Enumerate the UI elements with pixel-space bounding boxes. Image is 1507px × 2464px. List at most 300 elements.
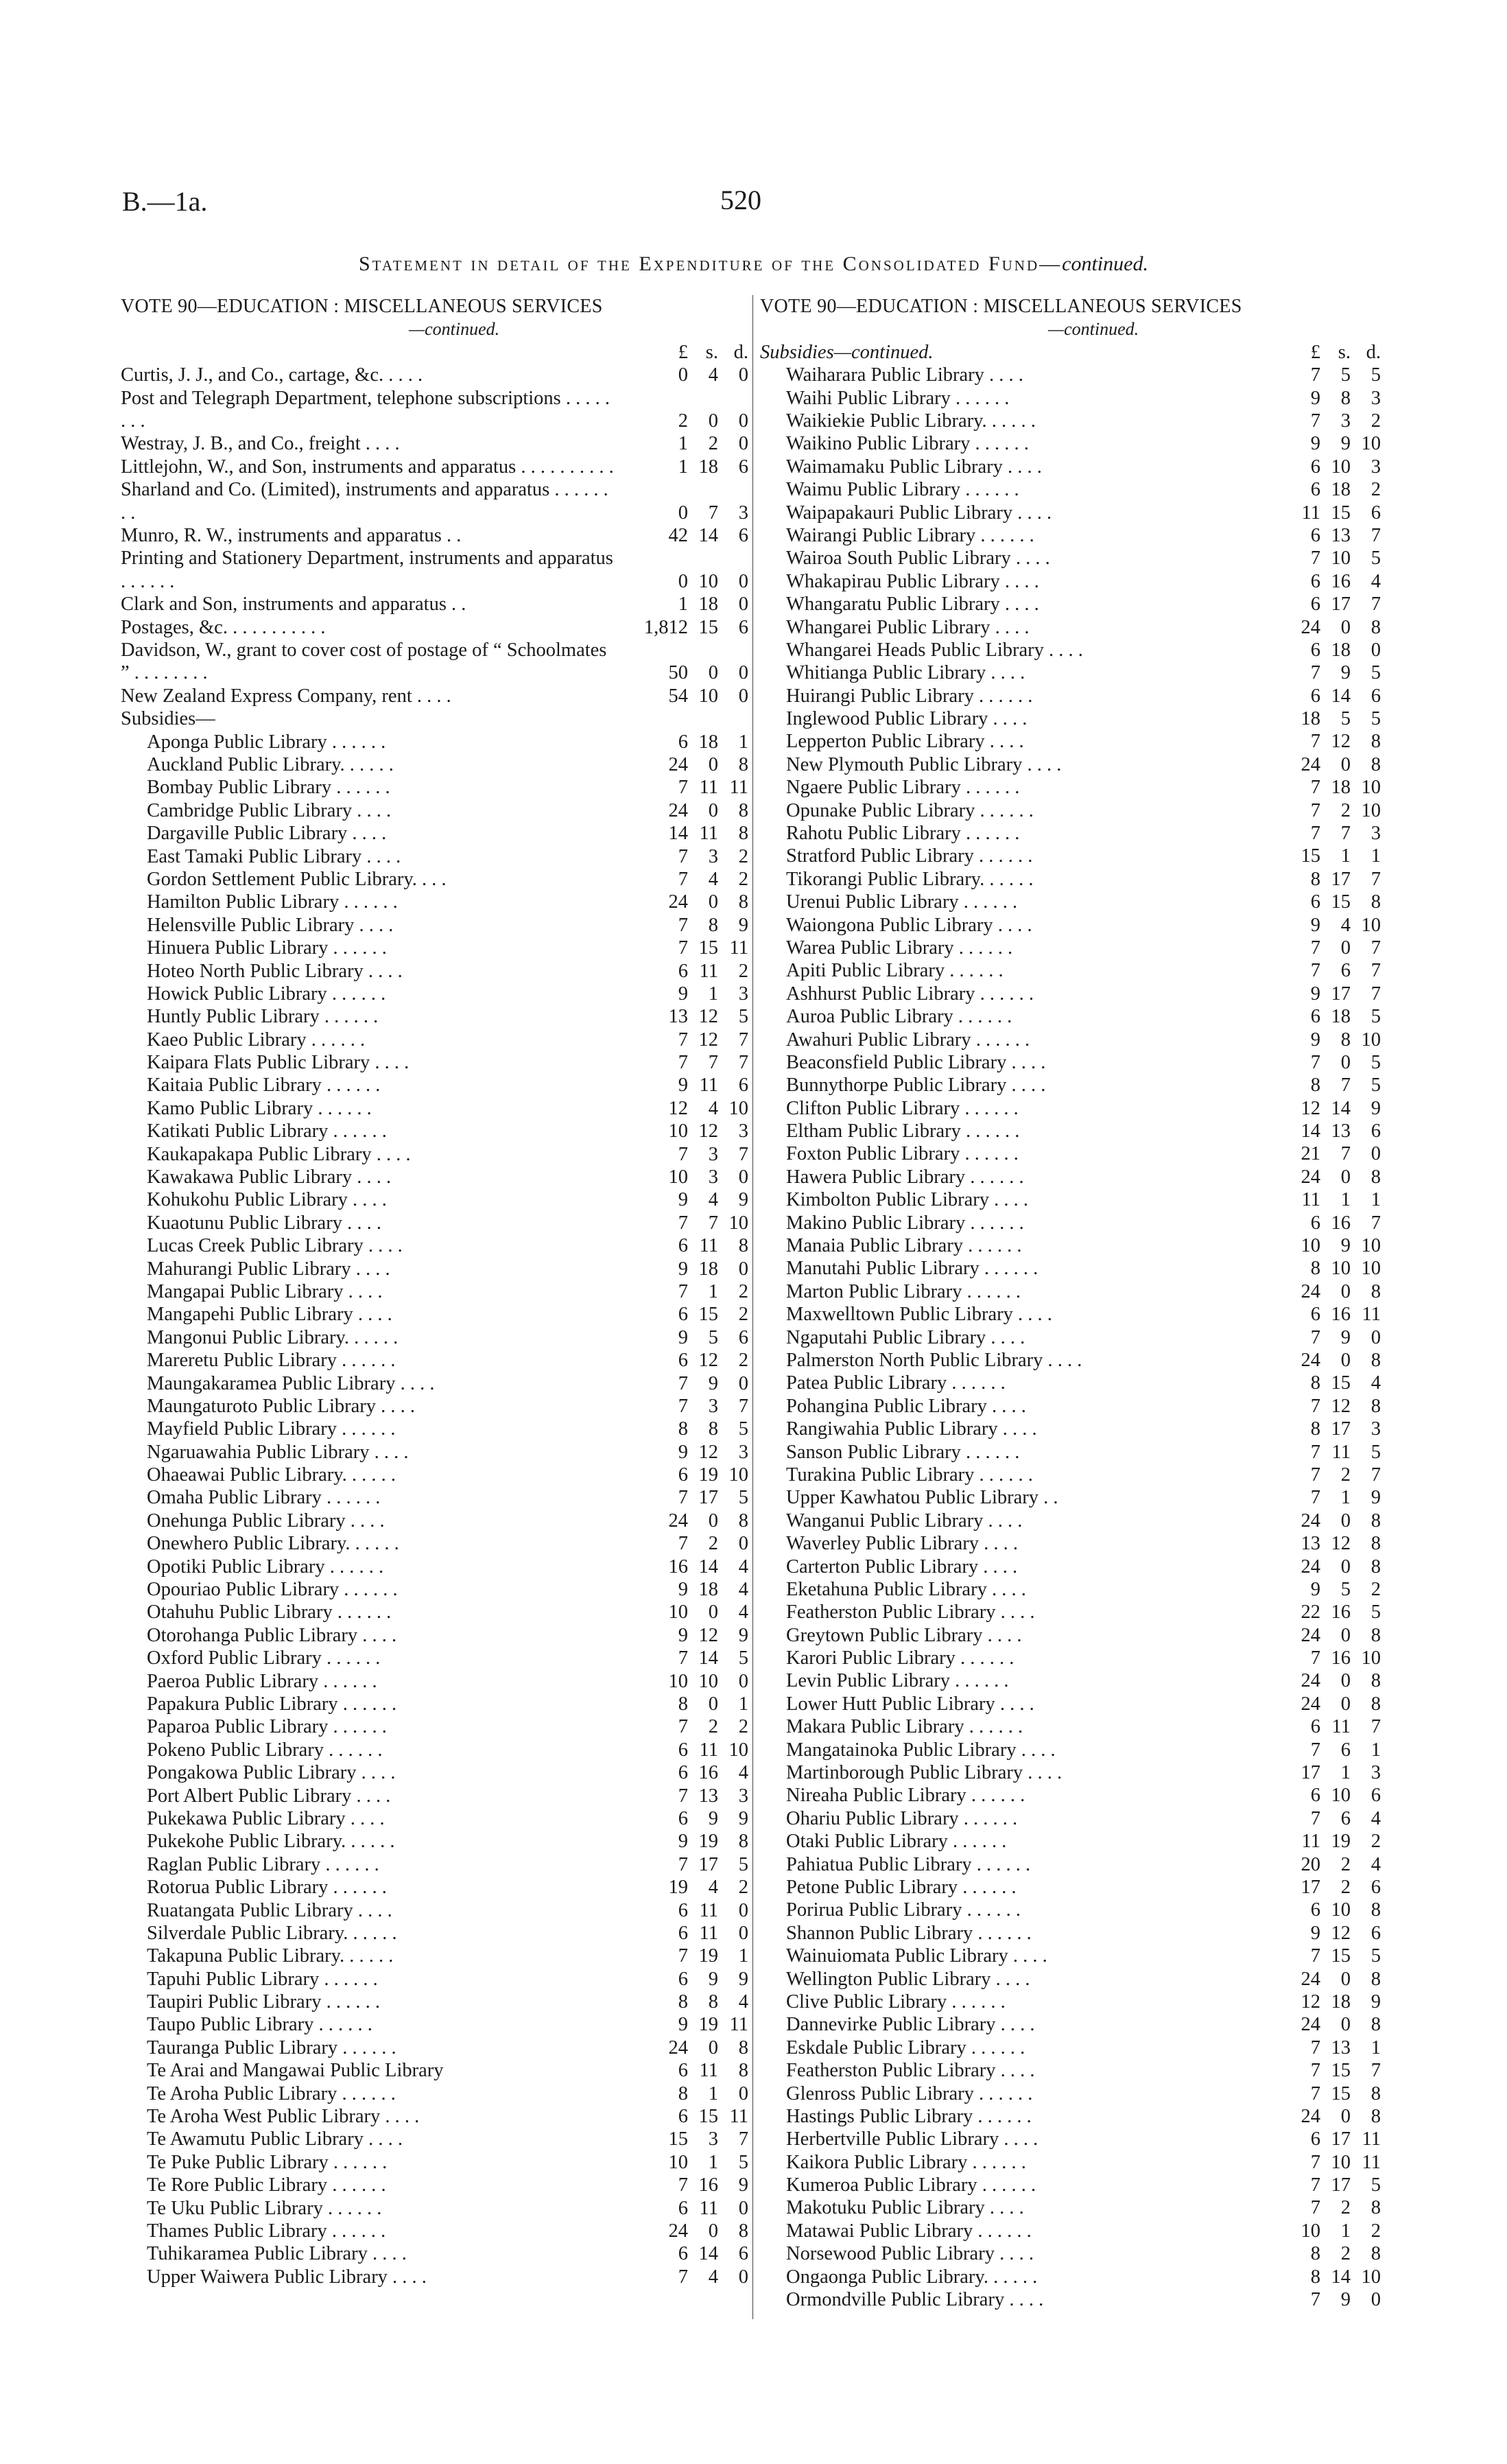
entry-description: Clark and Son, instruments and apparatus . . [121,594,466,615]
entry-description: Kimbolton Public Library . . . . [786,1189,1029,1211]
table-row [121,983,748,1005]
pounds-value: 6 [1310,1304,1320,1326]
table-row [760,2105,1383,2128]
table-row [121,1578,748,1601]
table-row [760,1784,1383,1807]
shillings-value: 0 [1340,1556,1351,1577]
entry-description: Te Aroha Public Library . . . . . . [147,2082,396,2104]
entry-description: Te Arai and Mangawai Public Library [147,2060,444,2082]
pounds-value: 19 [668,1877,688,1899]
pence-value: 5 [738,1418,748,1440]
entry-amount [628,1899,748,1922]
entry-description: Dannevirke Public Library . . . . [786,2014,1035,2036]
pounds-value: 6 [678,1762,688,1784]
shillings-value: 15 [698,1304,718,1326]
pounds-value: 7 [1310,2197,1320,2219]
entry-description: Kamo Public Library . . . . . . [147,1097,372,1119]
table-row [121,2242,748,2265]
pounds-value: 17 [1301,1876,1320,1898]
shillings-value: 2 [1340,2243,1351,2265]
entry-amount [628,960,748,983]
entry-amount [628,1166,748,1188]
pence-value: 8 [1370,1280,1381,1302]
entry-description: Patea Public Library . . . . . . [786,1372,1006,1394]
table-row [760,1945,1383,1967]
entry-description: Otorohanga Public Library . . . . [147,1624,397,1646]
shillings-value: 1 [708,983,718,1005]
pounds-value: 24 [668,2220,688,2242]
entry-description: Ormondville Public Library . . . . [786,2289,1044,2311]
table-row [121,1326,748,1349]
shillings-value: 7 [708,1052,718,1074]
entry-amount [1261,1029,1381,1051]
pence-value: 8 [1370,1899,1381,1921]
shillings-value: 11 [699,1075,718,1096]
entry-description: Mangapehi Public Library . . . . [147,1304,392,1326]
pence-value: 0 [1370,2289,1381,2311]
entry-description: Glenross Public Library . . . . . . [786,2082,1033,2104]
entry-amount [628,1624,748,1647]
pounds-value: 9 [678,1258,688,1280]
pence-value: 8 [738,753,748,775]
shillings-value: 0 [708,410,718,432]
pence-value: 9 [738,1968,748,1990]
entry-amount [1261,1532,1381,1555]
table-row [121,456,748,478]
entry-description: Takapuna Public Library. . . . . . [147,1945,394,1967]
table-row [760,1464,1383,1486]
table-row [121,1853,748,1876]
pence-value: 8 [1370,1510,1381,1532]
entry-description: Munro, R. W., instruments and apparatus . . [121,525,462,547]
entry-amount [1261,1945,1381,1967]
pounds-value: 6 [1310,1716,1320,1738]
pounds-value: 10 [668,1120,688,1142]
pence-value: 8 [738,891,748,913]
shillings-value: 3 [708,2128,718,2150]
entry-description: Hamilton Public Library . . . . . . [147,891,398,913]
pence-value: 8 [1370,1395,1381,1417]
table-row [121,1143,748,1166]
table-row [121,776,748,799]
shillings-value: 0 [1340,1051,1351,1073]
pence-value: 6 [1370,1922,1381,1944]
table-row [760,937,1383,959]
entry-description: Subsidies— [121,708,215,730]
pounds-value: 11 [1301,1189,1320,1211]
table-row [760,478,1383,501]
shillings-value: 11 [699,1235,718,1257]
pence-value: 2 [1370,2220,1381,2242]
pounds-value: 7 [678,914,688,936]
pence-value: 4 [1370,1853,1381,1875]
shillings-value: 15 [698,616,718,638]
entry-description: Foxton Public Library . . . . . . [786,1143,1019,1165]
pounds-value: 6 [678,731,688,753]
pounds-value: 6 [1310,1785,1320,1807]
shillings-value: 8 [1340,1029,1351,1051]
entry-amount [628,891,748,913]
pounds-value: 1 [678,594,688,615]
pence-value: 7 [738,1395,748,1417]
entry-description: Sanson Public Library . . . . . . [786,1441,1020,1463]
entry-description: Clive Public Library . . . . . . [786,1991,1006,2013]
table-row [121,1922,748,1945]
table-row [121,891,748,913]
shillings-value: 10 [1331,1258,1351,1280]
table-row [760,2288,1383,2311]
pence-value: 8 [738,1831,748,1853]
entry-amount [628,1372,748,1395]
pounds-value: 7 [1310,2037,1320,2058]
shillings-value: 13 [1331,1120,1351,1142]
table-row [760,1807,1383,1830]
shillings-value: 0 [1340,1166,1351,1188]
pence-value: 3 [1370,1762,1381,1784]
pounds-header: £ [1310,341,1320,363]
pounds-value: 6 [1310,479,1320,501]
shillings-value: 5 [708,1326,718,1348]
table-row [760,1234,1383,1257]
entry-description: Pukekawa Public Library . . . . [147,1807,385,1829]
entry-amount [1261,822,1381,845]
entry-description: Turakina Public Library . . . . . . [786,1464,1033,1486]
entry-description: Kaitaia Public Library . . . . . . [147,1075,381,1096]
entry-amount [628,1578,748,1601]
entry-amount [1261,983,1381,1005]
shillings-value: 7 [708,1212,718,1234]
pence-value: 5 [1370,364,1381,386]
entry-description: Waihi Public Library . . . . . . [786,387,1010,409]
entry-amount [1261,730,1381,753]
left-amount-headers [121,341,748,364]
shillings-value: 3 [708,1395,718,1417]
entry-amount [628,1510,748,1532]
entry-description: Te Puke Public Library . . . . . . [147,2151,388,2173]
entry-description: Bunnythorpe Public Library . . . . [786,1075,1046,1096]
entry-amount [628,1991,748,2013]
table-row [121,1807,748,1830]
entry-amount [628,2013,748,2036]
entry-description: Herbertville Public Library . . . . [786,2128,1039,2150]
entry-amount [1261,1899,1381,1921]
table-row [760,891,1383,913]
table-row [121,1785,748,1807]
pounds-value: 24 [1301,2014,1320,2036]
entry-description: Upper Waiwera Public Library . . . . [147,2266,427,2288]
entry-amount [628,2174,748,2196]
shillings-value: 5 [1340,364,1351,386]
pence-value: 8 [1370,731,1381,753]
entry-amount [1261,1510,1381,1532]
pence-value: 10 [1361,2266,1381,2288]
pounds-value: 7 [1310,1441,1320,1463]
pence-value: 5 [1370,1051,1381,1073]
pounds-header: £ [678,341,688,363]
entry-description: Omaha Public Library . . . . . . [147,1487,381,1509]
shillings-value: 12 [698,1624,718,1646]
entry-amount [628,822,748,845]
table-row [121,1166,748,1188]
shillings-value: 16 [1331,1212,1351,1234]
pounds-value: 12 [1301,1991,1320,2013]
entry-description: Pokeno Public Library . . . . . . [147,1739,383,1761]
entry-description: Rotorua Public Library . . . . . . [147,1877,387,1899]
shillings-value: 15 [1331,502,1351,524]
entry-amount [628,731,748,753]
entry-description: Gordon Settlement Public Library. . . . [147,868,447,890]
pounds-value: 6 [1310,524,1320,546]
table-row [760,616,1383,639]
pence-value: 9 [738,1807,748,1829]
entry-description: Norsewood Public Library . . . . [786,2243,1034,2265]
table-row [760,753,1383,776]
entry-amount [628,983,748,1005]
pence-value: 1 [1370,1189,1381,1211]
pence-value: 11 [1362,2128,1381,2150]
table-row [121,1532,748,1555]
shillings-value: 0 [1340,1280,1351,1302]
shillings-value: 3 [708,845,718,867]
entry-amount [1261,845,1381,867]
entry-description: Otaki Public Library . . . . . . [786,1831,1007,1853]
pence-value: 4 [1370,1807,1381,1829]
entry-description: Mahurangi Public Library . . . . [147,1258,390,1280]
pounds-value: 7 [1310,1464,1320,1486]
table-row [121,639,748,685]
entry-amount [628,1074,748,1096]
pounds-value: 9 [678,2014,688,2036]
shillings-value: 18 [1331,1006,1351,1028]
pounds-value: 9 [678,1326,688,1348]
table-row [760,707,1383,730]
entry-description: Whakapirau Public Library . . . . [786,570,1039,592]
pounds-value: 9 [1310,914,1320,936]
entry-amount [628,1349,748,1372]
table-row [121,1303,748,1326]
table-row [760,387,1383,410]
table-row [121,937,748,959]
table-row [121,2266,748,2288]
pence-value: 2 [738,845,748,867]
entry-amount [1261,1693,1381,1715]
entry-amount [1261,707,1381,730]
entry-description: Mayfield Public Library . . . . . . [147,1418,396,1440]
shillings-value: 15 [1331,2082,1351,2104]
table-row [760,1556,1383,1578]
shillings-value: 7 [708,502,718,524]
table-row [760,1326,1383,1349]
pounds-value: 7 [1310,2151,1320,2173]
table-row [121,1441,748,1464]
entry-description: Opunake Public Library . . . . . . [786,799,1034,821]
pounds-value: 7 [1310,1739,1320,1761]
entry-description: Rangiwahia Public Library . . . . [786,1418,1037,1440]
pence-value: 2 [738,1350,748,1372]
entry-amount [1261,1212,1381,1234]
entry-description: Postages, &c. . . . . . . . . . . [121,616,326,638]
shillings-value: 2 [1340,1464,1351,1486]
pounds-value: 24 [668,2037,688,2058]
pence-value: 5 [738,1006,748,1028]
pence-value: 0 [738,662,748,684]
table-row [121,2128,748,2150]
entry-description: Tikorangi Public Library. . . . . . [786,868,1034,890]
shillings-value: 0 [708,662,718,684]
table-row [121,960,748,983]
pounds-value: 6 [1310,594,1320,615]
shillings-value: 18 [1331,777,1351,799]
shillings-value: 4 [708,1877,718,1899]
left-vote-continued: —continued. [409,319,500,340]
pence-value: 2 [1370,479,1381,501]
shillings-value: 18 [698,731,718,753]
shillings-value: 0 [708,891,718,913]
pounds-value: 10 [1301,1235,1320,1257]
pence-value: 4 [738,1556,748,1577]
entry-description: Post and Telegraph Department, telephone subscriptions . . . . . . . . [121,387,610,432]
entry-amount [628,1005,748,1028]
shillings-value: 2 [708,433,718,455]
entry-amount [1261,914,1381,937]
table-row [121,1074,748,1096]
entry-amount [628,2082,748,2105]
entry-amount [1261,1761,1381,1784]
entry-amount [628,1761,748,1784]
pounds-value: 9 [678,1441,688,1463]
table-row [121,1945,748,1967]
pounds-value: 7 [678,1280,688,1302]
pounds-value: 8 [678,1991,688,2013]
entry-amount [628,1739,748,1761]
pence-value: 7 [1370,1464,1381,1486]
table-row [121,1051,748,1074]
pounds-value: 10 [668,2151,688,2173]
table-row [760,1120,1383,1142]
shillings-value: 4 [708,364,718,386]
shillings-value: 16 [1331,1647,1351,1669]
entry-amount [628,1303,748,1326]
entry-description: Opotiki Public Library . . . . . . [147,1556,384,1577]
pence-value: 10 [1361,799,1381,821]
pence-value: 9 [738,914,748,936]
table-row [760,1029,1383,1051]
shillings-value: 12 [698,1441,718,1463]
entry-amount [628,1670,748,1693]
shillings-value: 11 [699,1922,718,1944]
pence-value: 0 [738,2266,748,2288]
pounds-value: 9 [678,1189,688,1211]
entry-amount [1261,1142,1381,1165]
table-row [121,524,748,547]
table-row [760,570,1383,593]
entry-amount [628,1647,748,1669]
pounds-value: 8 [1310,2243,1320,2265]
entry-description: Westray, J. B., and Co., freight . . . . [121,433,400,455]
pounds-value: 7 [1310,662,1320,684]
entry-description: Waimu Public Library . . . . . . [786,479,1019,501]
table-row [760,1280,1383,1303]
pence-value: 4 [738,1579,748,1601]
pounds-value: 7 [678,1052,688,1074]
entry-description: Pohangina Public Library . . . . [786,1395,1026,1417]
entry-amount [1261,524,1381,547]
table-row [760,1876,1383,1899]
pence-value: 0 [738,1533,748,1555]
shillings-value: 11 [699,1739,718,1761]
shillings-value: 8 [1340,387,1351,409]
shillings-value: 2 [1340,2197,1351,2219]
right-entries [760,364,1383,2311]
table-row [760,1303,1383,1326]
pounds-value: 6 [1310,1212,1320,1234]
pence-value: 11 [729,2014,748,2036]
shillings-value: 15 [1331,1372,1351,1394]
table-row [121,799,748,822]
pounds-value: 7 [1310,960,1320,982]
pence-value: 8 [1370,616,1381,638]
entry-description: Davidson, W., grant to cover cost of postage of “ Schoolmates ” . . . . . . . . [121,640,607,684]
pence-value: 8 [1370,891,1381,913]
entry-amount [1261,2220,1381,2242]
pence-value: 5 [1370,708,1381,730]
entry-amount [1261,364,1381,386]
pence-value: 10 [1361,1258,1381,1280]
shillings-value: 0 [1340,1510,1351,1532]
pounds-value: 7 [678,1853,688,1875]
entry-amount [1261,1715,1381,1738]
shillings-value: 16 [1331,1601,1351,1623]
table-row [760,1830,1383,1853]
entry-amount [628,2242,748,2265]
shillings-value: 7 [1340,1075,1351,1096]
pence-value: 0 [738,1372,748,1394]
entry-description: Pahiatua Public Library . . . . . . [786,1853,1031,1875]
pounds-value: 24 [1301,1670,1320,1692]
entry-description: Ohariu Public Library . . . . . . [786,1807,1018,1829]
entry-amount [1261,1853,1381,1876]
pounds-value: 13 [1301,1533,1320,1555]
entry-description: Kaikora Public Library . . . . . . [786,2151,1026,2173]
entry-description: Beaconsfield Public Library . . . . [786,1051,1046,1073]
entry-description: Oxford Public Library . . . . . . [147,1647,381,1669]
entry-description: Port Albert Public Library . . . . [147,1785,391,1807]
table-row [760,2242,1383,2265]
pence-value: 3 [1370,387,1381,409]
table-row [121,1372,748,1395]
shillings-value: 3 [1340,410,1351,432]
table-row [121,1556,748,1578]
entry-amount [1261,1303,1381,1326]
shillings-value: 6 [1340,1807,1351,1829]
entry-amount [1261,1669,1381,1692]
pounds-value: 10 [668,1670,688,1692]
pence-value: 10 [728,1097,748,1119]
entry-amount [628,456,748,478]
pounds-value: 9 [678,983,688,1005]
pence-header: d. [1366,341,1381,363]
pence-value: 11 [729,2106,748,2128]
entry-description: Huirangi Public Library . . . . . . [786,685,1033,707]
shillings-value: 1 [1340,2220,1351,2242]
pounds-value: 7 [678,845,688,867]
table-row [760,822,1383,845]
entry-description: Stratford Public Library . . . . . . [786,845,1033,867]
entry-description: Waverley Public Library . . . . [786,1533,1019,1555]
shillings-value: 18 [1331,1991,1351,2013]
pence-value: 1 [738,1693,748,1715]
pounds-value: 7 [678,1945,688,1967]
